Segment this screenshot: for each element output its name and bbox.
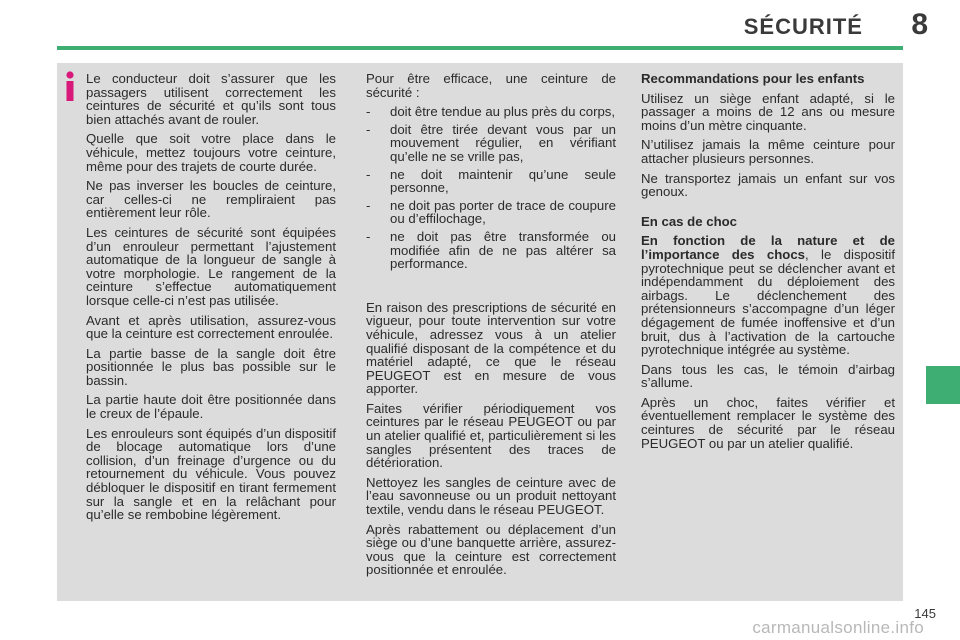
list-item xyxy=(366,199,616,226)
lead-rest: , le dispositif pyrotechnique peut se déclencher avant et indépendamment du déploiement des airbags. Le déclenchement des prétensionneurs s’accompagne d’un léger dégagement de fumée inoffensive et d’un bruit, dus à l’activation de la cartouche pyrotechnique intégrée au système. xyxy=(641,246,895,358)
chapter-number: 8 xyxy=(911,8,928,41)
bold-lead: En fonction de la nature et de l’importance des chocs xyxy=(641,233,895,262)
list-intro: Pour être efficace, une ceinture de sécurité : xyxy=(366,71,616,100)
list-item-text: doit être tendue au plus près du corps, xyxy=(390,104,616,120)
watermark: carmanualsonline.info xyxy=(752,618,924,637)
list-item-text: ne doit pas être transformée ou modifiée afin de ne pas altérer sa performance. xyxy=(390,228,616,272)
paragraph: Nettoyez les sangles de ceinture avec de l’eau savonneuse ou un produit nettoyant textile, vendu dans le réseau PEUGEOT. xyxy=(366,474,616,518)
paragraph: Ne transportez jamais un enfant sur vos genoux. xyxy=(641,170,895,200)
list-item xyxy=(366,123,616,164)
requirements-list xyxy=(366,105,616,271)
list-item xyxy=(366,230,616,271)
paragraph: Faites vérifier périodiquement vos ceintures par le réseau PEUGEOT ou par un atelier qualifié et, particulièrement si les sangles présentent des traces de détérioration. xyxy=(366,400,616,471)
paragraph: Ne pas inverser les boucles de ceinture, car celles-ci ne rempliraient pas entièrement leur rôle. xyxy=(86,178,336,221)
list-dash: - xyxy=(366,121,371,137)
paragraph: Utilisez un siège enfant adapté, si le passager a moins de 12 ans ou mesure moins d’un mètre cinquante. xyxy=(641,90,895,133)
list-dash: - xyxy=(366,197,371,213)
paragraph: Les ceintures de sécurité sont équipées d’un enrouleur permettant l’ajustement automatique de la longueur de sangle à votre morphologie. Le rangement de la ceinture s’effectue automatiquement lorsque celle-ci n’est pas utilisée. xyxy=(86,224,336,308)
spacer xyxy=(366,277,616,301)
column-2 xyxy=(366,72,616,583)
paragraph: Avant et après utilisation, assurez-vous que la ceinture est correctement enroulée. xyxy=(86,312,336,342)
paragraph: Après un choc, faites vérifier et éventuellement remplacer le système des ceintures de sécurité par le réseau PEUGEOT ou par un atelier qualifié. xyxy=(641,394,895,451)
info-icon xyxy=(63,71,77,101)
list-dash: - xyxy=(366,166,371,182)
page-number: 145 xyxy=(914,606,936,621)
paragraph: Quelle que soit votre place dans le véhicule, mettez toujours votre ceinture, même pour des trajets de courte durée. xyxy=(86,131,336,174)
section-title: SÉCURITÉ xyxy=(743,14,863,39)
list-item-text: doit être tirée devant vous par un mouvement régulier, en vérifiant qu’elle ne se vrille pas, xyxy=(390,121,616,164)
heading-impact: En cas de choc xyxy=(641,213,738,229)
list-item-text: ne doit pas porter de trace de coupure ou d’effilochage, xyxy=(390,197,616,227)
paragraph: Les enrouleurs sont équipés d’un dispositif de blocage automatique lors d’une collision, d’un freinage d’urgence ou du retournement du véhicule. Vous pouvez débloquer le dispositif en tirant fermement sur la sangle et en la relâchant pour qu’elle se rembobine légèrement. xyxy=(86,425,336,523)
heading-children: Recommandations pour les enfants xyxy=(641,71,865,86)
list-dash: - xyxy=(366,104,371,120)
paragraph: En raison des prescriptions de sécurité en vigueur, pour toute intervention sur votre véhicule, adressez vous à un atelier qualifié disposant de la compétence et du matériel adapté, ce que le réseau PEUGEOT est en mesure de vous apporter. xyxy=(366,299,616,397)
list-item-text: ne doit maintenir qu’une seule personne, xyxy=(390,166,616,196)
paragraph: Dans tous les cas, le témoin d’airbag s’allume. xyxy=(641,361,895,391)
list-dash: - xyxy=(366,228,371,244)
paragraph: La partie basse de la sangle doit être positionnée le plus bas possible sur le bassin. xyxy=(86,345,336,388)
column-3 xyxy=(641,72,895,456)
paragraph: Après rabattement ou déplacement d’un siège ou d’une banquette arrière, assurez-vous que la ceinture est correctement positionnée et enroulée. xyxy=(366,521,616,578)
paragraph xyxy=(641,234,895,356)
paragraph: Le conducteur doit s’assurer que les passagers utilisent correctement les ceintures de sécurité et qu’ils sont tous bien attachés avant de rouler. xyxy=(86,71,336,127)
chapter-tab xyxy=(926,366,960,404)
paragraph: La partie haute doit être positionnée dans le creux de l’épaule. xyxy=(86,392,336,422)
column-1 xyxy=(86,72,336,528)
list-item xyxy=(366,105,616,119)
list-item xyxy=(366,168,616,195)
paragraph: N’utilisez jamais la même ceinture pour attacher plusieurs personnes. xyxy=(641,137,895,166)
header-rule xyxy=(57,46,903,50)
